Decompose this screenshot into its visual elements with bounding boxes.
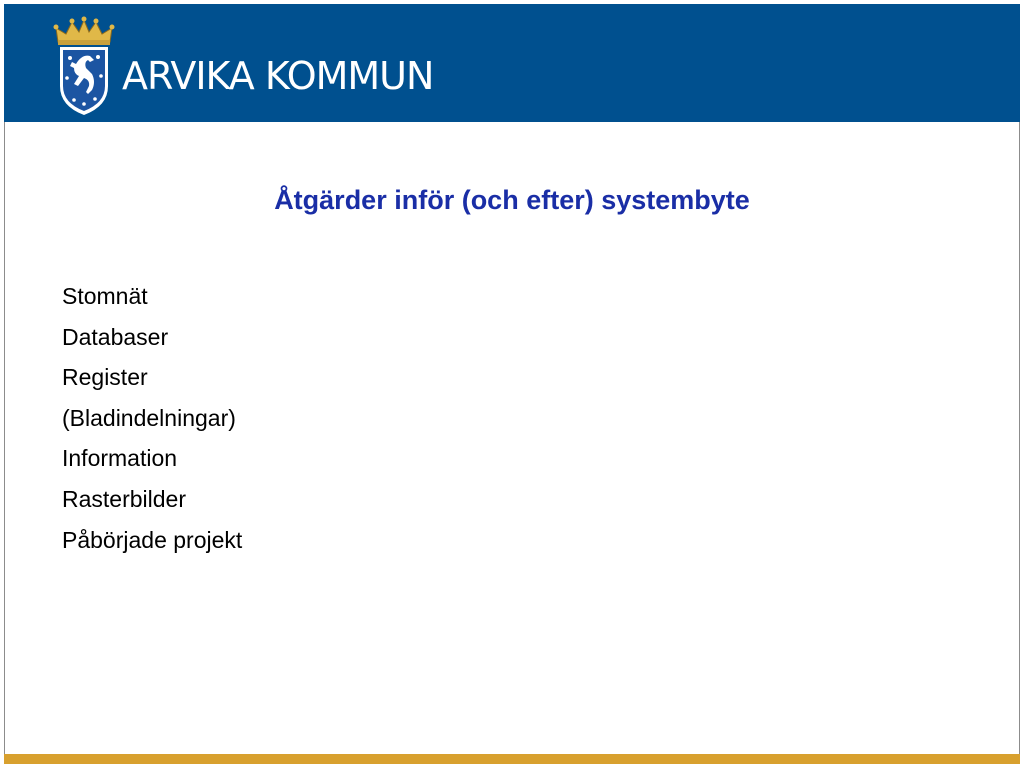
- list-item: Register: [62, 364, 148, 391]
- list-item: Stomnät: [62, 283, 148, 309]
- slide-title: Åtgärder inför (och efter) systembyte: [274, 185, 750, 215]
- list-item: Information: [62, 445, 178, 472]
- header-bar: [4, 4, 1020, 122]
- arvika-coat-of-arms-icon: [52, 16, 116, 118]
- list-item: Databaser: [62, 323, 169, 350]
- footer-band: [4, 754, 1020, 764]
- list-item: Påbörjade projekt: [62, 526, 243, 553]
- list-item: (Bladindelningar): [62, 404, 236, 431]
- bullet-list: [62, 276, 242, 560]
- brand-name: ARVIKA KOMMUN: [122, 54, 434, 98]
- list-item: Rasterbilder: [62, 485, 186, 512]
